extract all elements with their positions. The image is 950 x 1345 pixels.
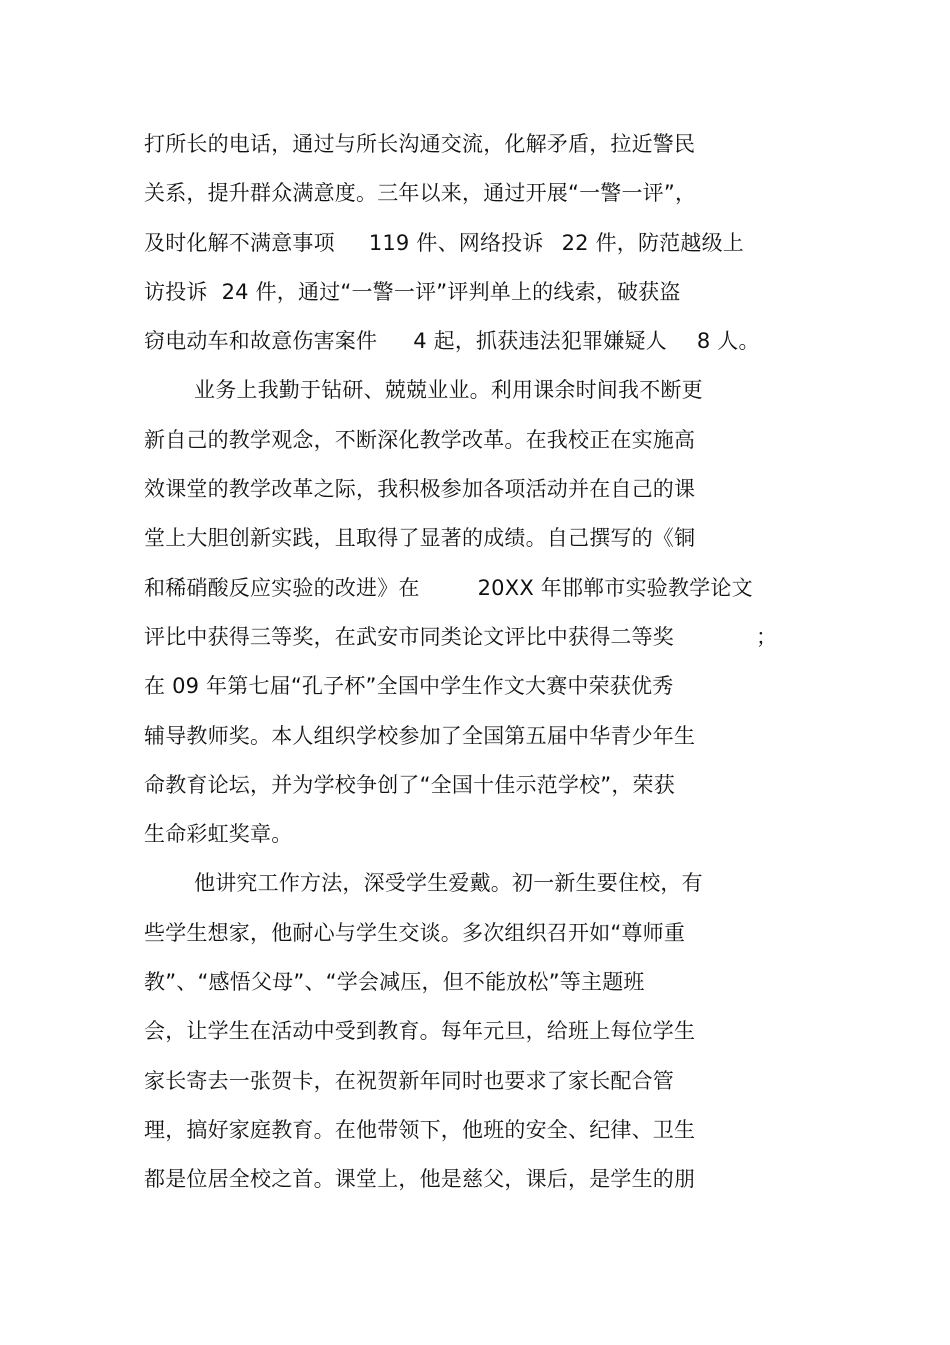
text-segment: 访投诉	[144, 279, 208, 304]
text-line: 打所长的电话，通过与所长沟通交流，化解矛盾，拉近警民	[144, 132, 696, 156]
text-line: 命教育论坛，并为学校争创了“全国十佳示范学校”，荣获	[144, 772, 675, 797]
paragraph-start-line: 业务上我勤于钻研、兢兢业业。利用课余时间我不断更	[194, 378, 703, 403]
text-line: 些学生想家，他耐心与学生交谈。多次组织召开如“尊师重	[144, 920, 686, 945]
text-segment: 及时化解不满意事项	[144, 230, 335, 255]
text-segment: 119 件、网络投诉	[368, 230, 544, 255]
text-segment: 22 件，防范越级上	[561, 230, 744, 255]
text-segment: 20XX 年邯郸市实验教学论文	[477, 575, 753, 600]
text-line: 堂上大胆创新实践，且取得了显著的成绩。自己撰写的《铜	[144, 526, 696, 551]
text-line: 家长寄去一张贺卡，在祝贺新年同时也要求了家长配合管	[144, 1068, 674, 1093]
text-line	[144, 564, 814, 613]
text-line	[144, 613, 814, 662]
text-line	[144, 317, 814, 366]
body-text	[144, 120, 814, 1205]
text-segment: ；	[756, 624, 778, 649]
text-line: 会，让学生在活动中受到教育。每年元旦，给班上每位学生	[144, 1019, 696, 1044]
text-line: 辅导教师奖。本人组织学校参加了全国第五届中华青少年生	[144, 723, 696, 748]
text-line: 生命彩虹奖章。	[144, 822, 293, 847]
text-line: 效课堂的教学改革之际，我积极参加各项活动并在自己的课	[144, 477, 696, 502]
text-line: 关系，提升群众满意度。三年以来，通过开展“一警一评”，	[144, 181, 697, 206]
text-segment: 窃电动车和故意伤害案件	[144, 329, 378, 354]
text-segment: 和稀硝酸反应实验的改进》在	[144, 575, 420, 600]
text-line: 理，搞好家庭教育。在他带领下，他班的安全、纪律、卫生	[144, 1117, 696, 1142]
text-line: 在 09 年第七届“孔子杯”全国中学生作文大赛中荣获优秀	[144, 674, 674, 699]
text-segment: 8 人。	[696, 329, 760, 354]
text-segment: 4 起，抓获违法犯罪嫌疑人	[413, 329, 667, 354]
text-line: 都是位居全校之首。课堂上，他是慈父，课后，是学生的朋	[144, 1167, 696, 1192]
text-segment: 评比中获得三等奖，在武安市同类论文评比中获得二等奖	[144, 624, 674, 649]
text-line: 新自己的教学观念，不断深化教学改革。在我校正在实施高	[144, 427, 696, 452]
text-line: 教”、“感悟父母”、“学会减压，但不能放松”等主题班	[144, 970, 645, 995]
text-line	[144, 219, 814, 268]
text-segment: 24 件，通过“一警一评”评判单上的线索，破获盗	[221, 279, 681, 304]
paragraph-start-line: 他讲究工作方法，深受学生爱戴。初一新生要住校，有	[194, 871, 703, 896]
text-line	[144, 268, 814, 317]
